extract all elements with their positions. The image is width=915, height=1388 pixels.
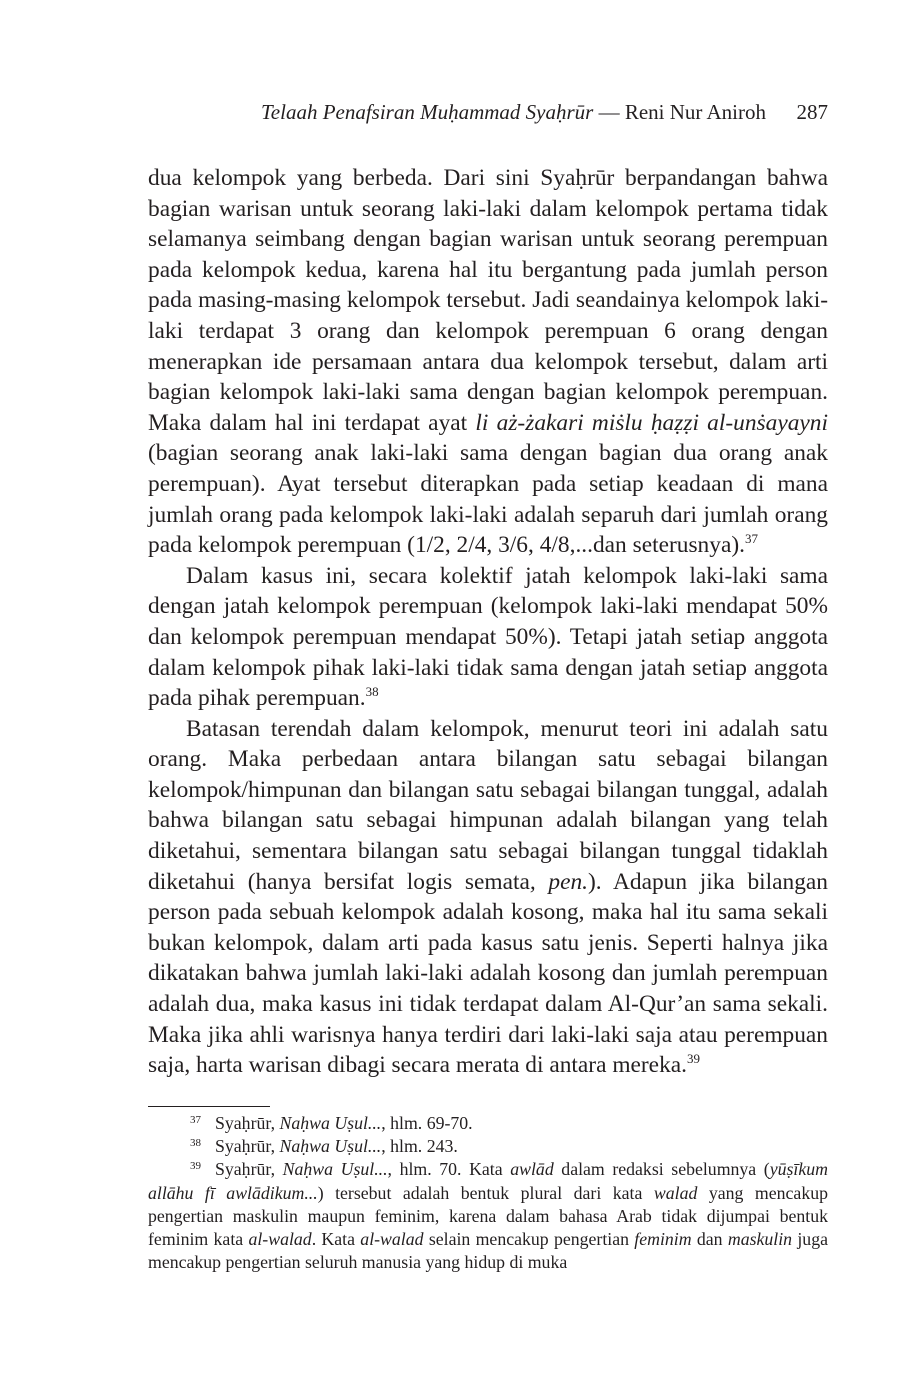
italic-term: feminim <box>634 1229 692 1250</box>
text-run: , hlm. 243. <box>381 1136 458 1157</box>
text-run: yang mencakup pengertian maskulin maupun feminim, karena dalam bahasa Arab tidak dijumpai bentuk feminim kata <box>148 1182 828 1250</box>
footnote-mark: 37 <box>190 1114 201 1126</box>
footnote-39 <box>148 1158 828 1274</box>
text-run: Syaḥrūr, <box>215 1136 280 1157</box>
text-run: Syaḥrūr, <box>215 1113 280 1133</box>
running-title <box>261 97 766 127</box>
text-run: dan <box>691 1229 728 1250</box>
italic-term: walad <box>653 1182 698 1203</box>
main-text <box>148 163 828 1081</box>
book-ref: Naḥwa Uṣul... <box>279 1113 382 1133</box>
running-header <box>148 97 828 127</box>
paragraph <box>148 163 828 561</box>
text-run: juga mencakup pengertian seluruh manusia yang hidup di muka <box>148 1229 828 1273</box>
text-run: Dalam kasus ini, secara kolektif jatah kelompok laki-laki sama dengan jatah kelompok perempuan (kelompok laki-laki mendapat 50% dan kelompok perempuan mendapat 50%). Tetapi jatah setiap anggota dalam kelompok pihak laki-laki tidak sama dengan jatah setiap anggota pada pihak perempuan. <box>148 562 828 712</box>
text-run: dua kelompok yang berbeda. Dari sini Syaḥrūr berpandangan bahwa bagian warisan untuk seorang laki-laki dalam kelompok pertama tidak selamanya seimbang dengan bagian warisan untuk seorang perempuan pada kelompok kedua, karena hal itu bergantung pada jumlah person pada masing-masing kelompok tersebut. Jadi seandainya kelompok laki-laki terdapat 3 orang dan kelompok perempuan 6 orang dengan menerapkan ide persamaan antara dua kelompok tersebut, dalam arti bagian kelompok laki-laki sama dengan bagian kelompok perempuan. Maka dalam hal ini terdapat ayat <box>148 165 828 436</box>
text-run: , hlm. 70. Kata <box>387 1159 511 1180</box>
footnote-separator <box>148 1106 270 1107</box>
italic-term: al-walad <box>360 1229 424 1250</box>
footnote-mark: 39 <box>190 1160 201 1173</box>
footnote-ref[interactable]: 38 <box>365 684 379 700</box>
text-run: (bagian seorang anak laki-laki sama dengan bagian dua orang anak perempuan). Ayat tersebut diterapkan pada setiap keadaan di mana jumlah orang pada kelompok laki-laki adalah separuh dari jumlah orang pada kelompok perempuan (1/2, 2/4, 3/6, 4/8,...dan seterusnya). <box>148 440 828 559</box>
italic-term: yūṣīkum allāhu fī awlādikum... <box>148 1159 828 1203</box>
book-ref: Naḥwa Uṣul... <box>279 1136 382 1157</box>
text-run: Batasan terendah dalam kelompok, menurut teori ini adalah satu orang. Maka perbedaan antara bilangan satu sebagai bilangan kelompok/himpunan dan bilangan satu sebagai bilangan tunggal, adalah bahwa bilangan satu sebagai himpunan adalah bilangan yang telah diketahui, sementara bilangan satu sebagai bilangan tunggal tidaklah diketahui (hanya bersifat logis semata <box>148 715 828 895</box>
footnote-ref[interactable]: 39 <box>687 1051 700 1067</box>
book-ref: Naḥwa Uṣul... <box>282 1159 388 1180</box>
arabic-verse-transliteration: li aż-żakari miṡlu ḥaẓẓi al-unṡayayni <box>475 409 829 436</box>
book-title: Telaah Penafsiran Muḥammad Syaḥrūr <box>261 100 594 124</box>
footnotes <box>148 1112 828 1274</box>
text-run: . Kata <box>311 1229 361 1250</box>
text-run: Syaḥrūr, <box>215 1159 283 1180</box>
author-name: — Reni Nur Aniroh <box>593 100 766 124</box>
italic-term: awlād <box>510 1159 554 1180</box>
italic-term: al-walad <box>248 1229 312 1250</box>
paragraph <box>148 714 828 1081</box>
footnote-37 <box>148 1112 828 1135</box>
footnote-ref[interactable]: 37 <box>744 531 758 547</box>
text-run: ) tersebut adalah bentuk plural dari kata <box>317 1182 654 1203</box>
text-run: selain mencakup pengertian <box>423 1229 635 1250</box>
footnote-38 <box>148 1135 828 1158</box>
footnote-mark: 38 <box>190 1137 201 1150</box>
text-run: , hlm. 69-70. <box>381 1113 473 1133</box>
italic-note: , pen. <box>529 868 588 895</box>
italic-term: maskulin <box>727 1229 793 1250</box>
paragraph <box>148 561 828 714</box>
page-number: 287 <box>796 100 828 124</box>
text-run: ). Adapun jika bilangan person pada sebuah kelompok adalah kosong, maka hal itu sama sekali bukan kelompok, dalam arti pada kasus satu jenis. Seperti halnya jika dikatakan bahwa jumlah laki-laki adalah kosong dan jumlah perempuan adalah dua, maka kasus ini tidak terdapat dalam Al-Qur’an sama sekali. Maka jika ahli warisnya hanya terdiri dari laki-laki saja atau perempuan saja, harta warisan dibagi secara merata di antara mereka. <box>148 868 828 1079</box>
text-run: dalam redaksi sebelumnya ( <box>553 1159 770 1180</box>
